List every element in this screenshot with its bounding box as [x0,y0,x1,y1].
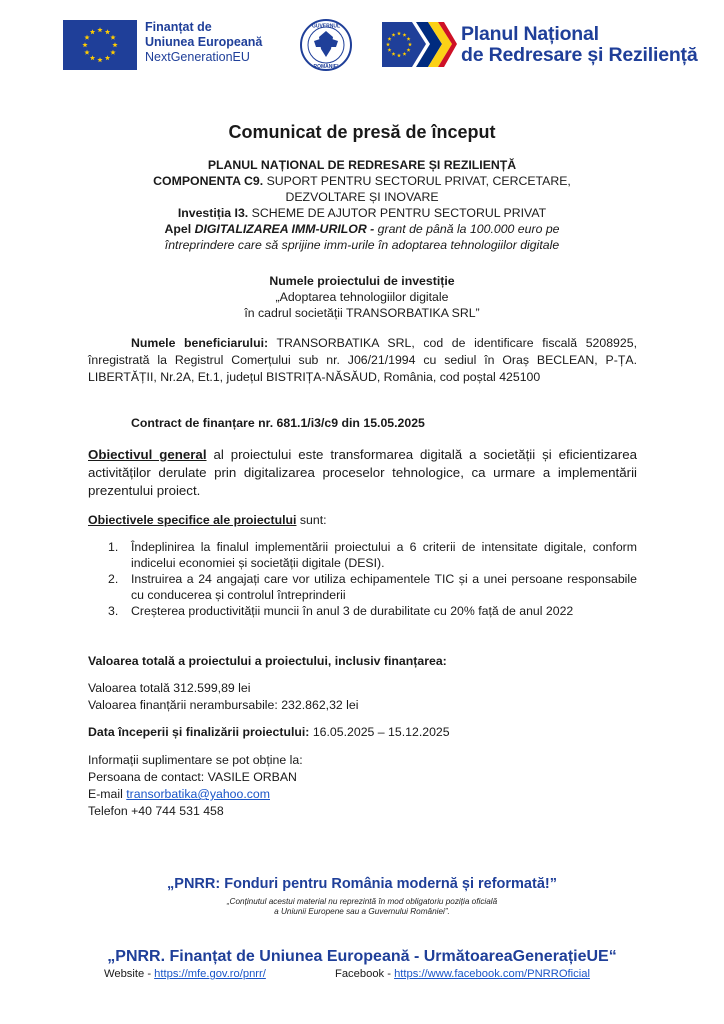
value-heading: Valoarea totală a proiectului a proiectului, inclusiv finanțarea: [88,654,447,668]
specific-objectives-label: Obiectivele specifice ale proiectului [88,513,297,527]
disclaimer-line1: „Conținutul acestui material nu reprezintă în mod obligatoriu poziția oficială [226,897,498,906]
list-item [88,603,637,619]
eu-line3: NextGenerationEU [145,50,250,64]
value-block [88,680,637,714]
list-item-text: Instruirea a 24 angajați care vor utiliza echipamentele TIC și a unei persoane responsabile cu conducerea și controlul întreprinderii [131,572,637,602]
general-objective-text: al proiectului este transformarea digitală a societății și eficientizarea activităților derulate prin digitalizarea proceselor tehnologice, ca urmare a implementării prezentului proiect. [88,447,637,498]
specific-objectives-list [88,539,637,619]
grant-value: Valoarea finanțării nerambursabile: 232.862,32 lei [88,698,359,712]
call-line [40,221,684,237]
list-item-number: 1. [108,540,119,554]
total-value: Valoarea totală 312.599,89 lei [88,681,251,695]
email-link[interactable]: transorbatika@yahoo.com [126,787,270,801]
project-name-block [40,273,684,321]
program-block [40,157,684,253]
pnrr-title [461,24,698,66]
general-objective-label: Obiectivul general [88,447,207,462]
pnrr-title-line1: Planul Național [461,23,599,45]
beneficiary-text: TRANSORBATIKA SRL, cod de identificare fiscală 5208925, înregistrată la Registrul Comerțului sub nr. J06/21/1994 cu sediul în Oraș BECLEAN, P-ȚA. LIBERTĂȚII, Nr.2A, Et.1, județul BISTRIȚA-NĂSĂUD, România, cod poștal 425100 [88,336,637,384]
dates-value: 16.05.2025 – 15.12.2025 [312,725,450,739]
list-item [88,539,637,571]
footer-tagline: „PNRR. Finanțat de Uniunea Europeană - UrmătoareaGenerațieUE“ [107,948,617,965]
website-link[interactable]: https://mfe.gov.ro/pnrr/ [154,968,266,980]
contact-person: Persoana de contact: VASILE ORBAN [88,770,297,784]
component-text: SUPORT PENTRU SECTORUL PRIVAT, CERCETARE, [266,174,571,188]
website-label: Website - [104,968,152,980]
list-item-text: Creșterea productivității muncii în anul 3 de durabilitate cu 20% față de anul 2022 [131,604,574,618]
contact-phone: Telefon +40 744 531 458 [88,804,224,818]
email-label: E-mail [88,787,123,801]
contact-email-line [88,786,637,803]
specific-objectives-suffix: sunt: [299,513,327,527]
disclaimer-line2: a Uniunii Europene sau a Guvernului României”. [274,907,450,916]
component-text-2: DEZVOLTARE ȘI INOVARE [285,190,439,204]
pnrr-logo-icon [382,22,457,67]
call-text-2: întreprindere care să sprijine imm-urile în adoptarea tehnologiilor digitale [164,238,560,252]
svg-text:ROMÂNIEI: ROMÂNIEI [313,64,339,70]
program-name: PLANUL NAȚIONAL DE REDRESARE ȘI REZILIENȚĂ [207,158,517,172]
project-label: Numele proiectului de investiție [269,274,455,288]
component-line [40,173,684,189]
dates-label: Data începerii și finalizării proiectului: [88,725,310,739]
list-item-text: Îndeplinirea la finalul implementării proiectului a 6 criterii de intensitate digitale, conform indicelui economiei și societății digitale (DESI). [131,540,637,570]
call-text: grant de până la 100.000 euro pe [377,222,560,236]
call-name: DIGITALIZAREA IMM-URILOR - [194,222,375,236]
list-item-number: 2. [108,572,119,586]
specific-objectives-heading [88,512,637,529]
call-label: Apel [164,222,192,236]
project-name-line2: în cadrul societății TRANSORBATIKA SRL” [244,306,480,320]
investment-line [40,205,684,221]
footer-website [104,968,266,980]
project-name-line1: „Adoptarea tehnologiilor digitale [275,290,449,304]
contact-intro: Informații suplimentare se pot obține la: [88,753,303,767]
page-title: Comunicat de presă de început [228,122,496,142]
investment-text: SCHEME DE AJUTOR PENTRU SECTORUL PRIVAT [251,206,547,220]
pnrr-slogan: „PNRR: Fonduri pentru România modernă și reformată!” [167,876,557,892]
facebook-link[interactable]: https://www.facebook.com/PNRROficial [394,968,590,980]
svg-text:GUVERNUL: GUVERNUL [311,23,341,30]
eu-line2: Uniunea Europeană [145,35,263,49]
facebook-label: Facebook - [335,968,391,980]
list-item-number: 3. [108,604,119,618]
component-label: COMPONENTA C9. [153,174,264,188]
investment-label: Investiția I3. [177,206,249,220]
general-objective-paragraph [88,446,637,500]
disclaimer [0,897,724,917]
eu-funding-label [145,20,262,65]
pnrr-title-line2: de Redresare și Reziliență [461,44,698,66]
contract-line: Contract de finanțare nr. 681.1/i3/c9 din 15.05.2025 [131,416,425,430]
beneficiary-paragraph [88,335,637,386]
footer-facebook [335,968,590,980]
beneficiary-label: Numele beneficiarului: [131,336,269,350]
eu-line1: Finanțat de [145,20,212,34]
list-item [88,571,637,603]
eu-flag-icon [63,20,137,70]
contact-block [88,752,637,820]
government-seal-logo [300,19,352,71]
dates-line [88,724,637,741]
